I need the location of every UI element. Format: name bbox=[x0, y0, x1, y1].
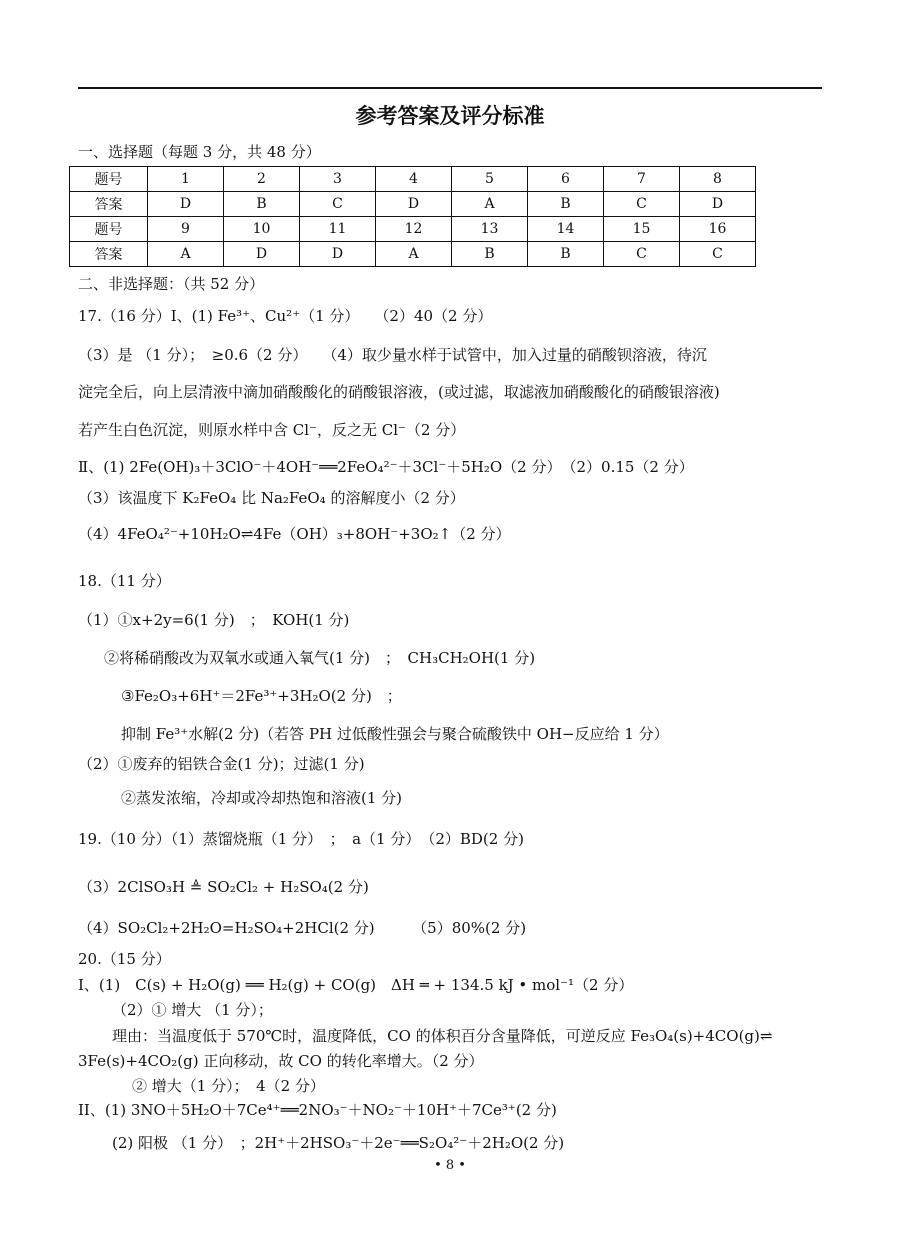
table-cell: A bbox=[376, 242, 452, 267]
table-cell: 12 bbox=[376, 217, 452, 242]
table-cell: A bbox=[148, 242, 224, 267]
answer-line: ②蒸发浓缩，冷却或冷却热饱和溶液(1 分) bbox=[121, 789, 403, 807]
table-cell: 2 bbox=[224, 167, 300, 192]
table-cell: 题号 bbox=[70, 167, 148, 192]
answer-line: （4）SO₂Cl₂+2H₂O=H₂SO₄+2HCl(2 分) （5）80%(2 分) bbox=[78, 919, 527, 937]
table-cell: 3 bbox=[300, 167, 376, 192]
answer-line: 18.（11 分） bbox=[78, 572, 171, 590]
table-row bbox=[70, 242, 756, 267]
table-cell: 11 bbox=[300, 217, 376, 242]
answer-line: ②将稀硝酸改为双氧水或通入氧气(1 分) ； CH₃CH₂OH(1 分) bbox=[104, 649, 536, 667]
answer-line: （3）该温度下 K₂FeO₄ 比 Na₂FeO₄ 的溶解度小（2 分） bbox=[78, 489, 465, 507]
answer-line: ③Fe₂O₃+6H⁺＝2Fe³⁺+3H₂O(2 分) ； bbox=[121, 687, 402, 705]
answer-line: （3）是 （1 分）； ≥0.6（2 分） （4）取少量水样于试管中，加入过量的硝酸钡溶液，待沉 bbox=[78, 346, 707, 364]
answer-line: （2）①废弃的铝铁合金(1 分)；过滤(1 分) bbox=[78, 755, 365, 773]
answer-line: 理由：当温度低于 570℃时，温度降低，CO 的体积百分含量降低，可逆反应 Fe₃O₄(s)+4CO(g)⇌ bbox=[112, 1027, 773, 1045]
answer-line: 19.（10 分）（1）蒸馏烧瓶（1 分） ； a（1 分） （2）BD(2 分) bbox=[78, 830, 524, 848]
table-cell: D bbox=[224, 242, 300, 267]
answer-line: 抑制 Fe³⁺水解(2 分)（若答 PH 过低酸性强会与聚合硫酸铁中 OH−反应给 1 分） bbox=[121, 725, 669, 743]
table-cell: B bbox=[528, 242, 604, 267]
table-row bbox=[70, 217, 756, 242]
answer-line: （3）2ClSO₃H ≜ SO₂Cl₂ + H₂SO₄(2 分) bbox=[78, 878, 369, 896]
table-cell: D bbox=[376, 192, 452, 217]
table-row bbox=[70, 167, 756, 192]
answer-line: I、(1) C(s) + H₂O(g) ══ H₂(g) + CO(g) ΔH ═ + 134.5 kJ • mol⁻¹（2 分） bbox=[78, 976, 634, 994]
table-cell: C bbox=[604, 192, 680, 217]
section-heading-nonchoice: 二、非选择题：（共 52 分） bbox=[78, 275, 265, 293]
section-heading-choice: 一、选择题（每题 3 分，共 48 分） bbox=[78, 143, 321, 161]
answer-line: 3Fe(s)+4CO₂(g) 正向移动，故 CO 的转化率增大。（2 分） bbox=[78, 1052, 484, 1070]
table-cell: D bbox=[300, 242, 376, 267]
table-cell: 题号 bbox=[70, 217, 148, 242]
table-cell: 6 bbox=[528, 167, 604, 192]
table-cell: 13 bbox=[452, 217, 528, 242]
table-cell: 14 bbox=[528, 217, 604, 242]
answer-line: 20.（15 分） bbox=[78, 950, 171, 968]
table-cell: 7 bbox=[604, 167, 680, 192]
answer-line: 若产生白色沉淀，则原水样中含 Cl⁻，反之无 Cl⁻（2 分） bbox=[78, 421, 466, 439]
answer-line: 17.（16 分）Ⅰ、(1) Fe³⁺、Cu²⁺（1 分） （2）40（2 分） bbox=[78, 307, 493, 325]
table-cell: B bbox=[528, 192, 604, 217]
answer-line: Ⅱ、(1) 2Fe(OH)₃＋3ClO⁻＋4OH⁻══2FeO₄²⁻＋3Cl⁻＋5H₂O（2 分） （2）0.15（2 分） bbox=[78, 458, 694, 476]
header-rule bbox=[78, 87, 822, 89]
table-cell: D bbox=[148, 192, 224, 217]
table-cell: B bbox=[224, 192, 300, 217]
answer-line: 淀完全后，向上层清液中滴加硝酸酸化的硝酸银溶液，(或过滤，取滤液加硝酸酸化的硝酸银溶液) bbox=[78, 383, 720, 401]
table-row bbox=[70, 192, 756, 217]
answer-line: (2) 阳极 （1 分） ；2H⁺＋2HSO₃⁻＋2e⁻══S₂O₄²⁻＋2H₂O(2 分) bbox=[112, 1134, 565, 1152]
answer-table bbox=[69, 166, 756, 267]
table-cell: 答案 bbox=[70, 192, 148, 217]
answer-line: （4）4FeO₄²⁻+10H₂O⇌4Fe（OH）₃+8OH⁻+3O₂↑（2 分） bbox=[78, 525, 511, 543]
table-cell: 4 bbox=[376, 167, 452, 192]
page-title: 参考答案及评分标准 bbox=[355, 104, 545, 128]
table-cell: D bbox=[680, 192, 756, 217]
table-cell: 答案 bbox=[70, 242, 148, 267]
table-cell: C bbox=[300, 192, 376, 217]
table-cell: 9 bbox=[148, 217, 224, 242]
table-cell: C bbox=[604, 242, 680, 267]
answer-line: II、(1) 3NO＋5H₂O＋7Ce⁴⁺══2NO₃⁻＋NO₂⁻＋10H⁺＋7Ce³⁺(2 分) bbox=[78, 1101, 557, 1119]
table-cell: 8 bbox=[680, 167, 756, 192]
table-cell: 10 bbox=[224, 217, 300, 242]
table-cell: B bbox=[452, 242, 528, 267]
answer-line: ② 增大（1 分）； 4（2 分） bbox=[132, 1077, 325, 1095]
table-cell: 16 bbox=[680, 217, 756, 242]
table-cell: 15 bbox=[604, 217, 680, 242]
answer-line: （2）① 增大 （1 分）； bbox=[112, 1001, 273, 1019]
table-cell: 5 bbox=[452, 167, 528, 192]
table-cell: C bbox=[680, 242, 756, 267]
table-cell: A bbox=[452, 192, 528, 217]
answer-line: （1）①x+2y=6(1 分) ； KOH(1 分) bbox=[78, 611, 350, 629]
page-number: • 8 • bbox=[434, 1158, 466, 1173]
table-cell: 1 bbox=[148, 167, 224, 192]
